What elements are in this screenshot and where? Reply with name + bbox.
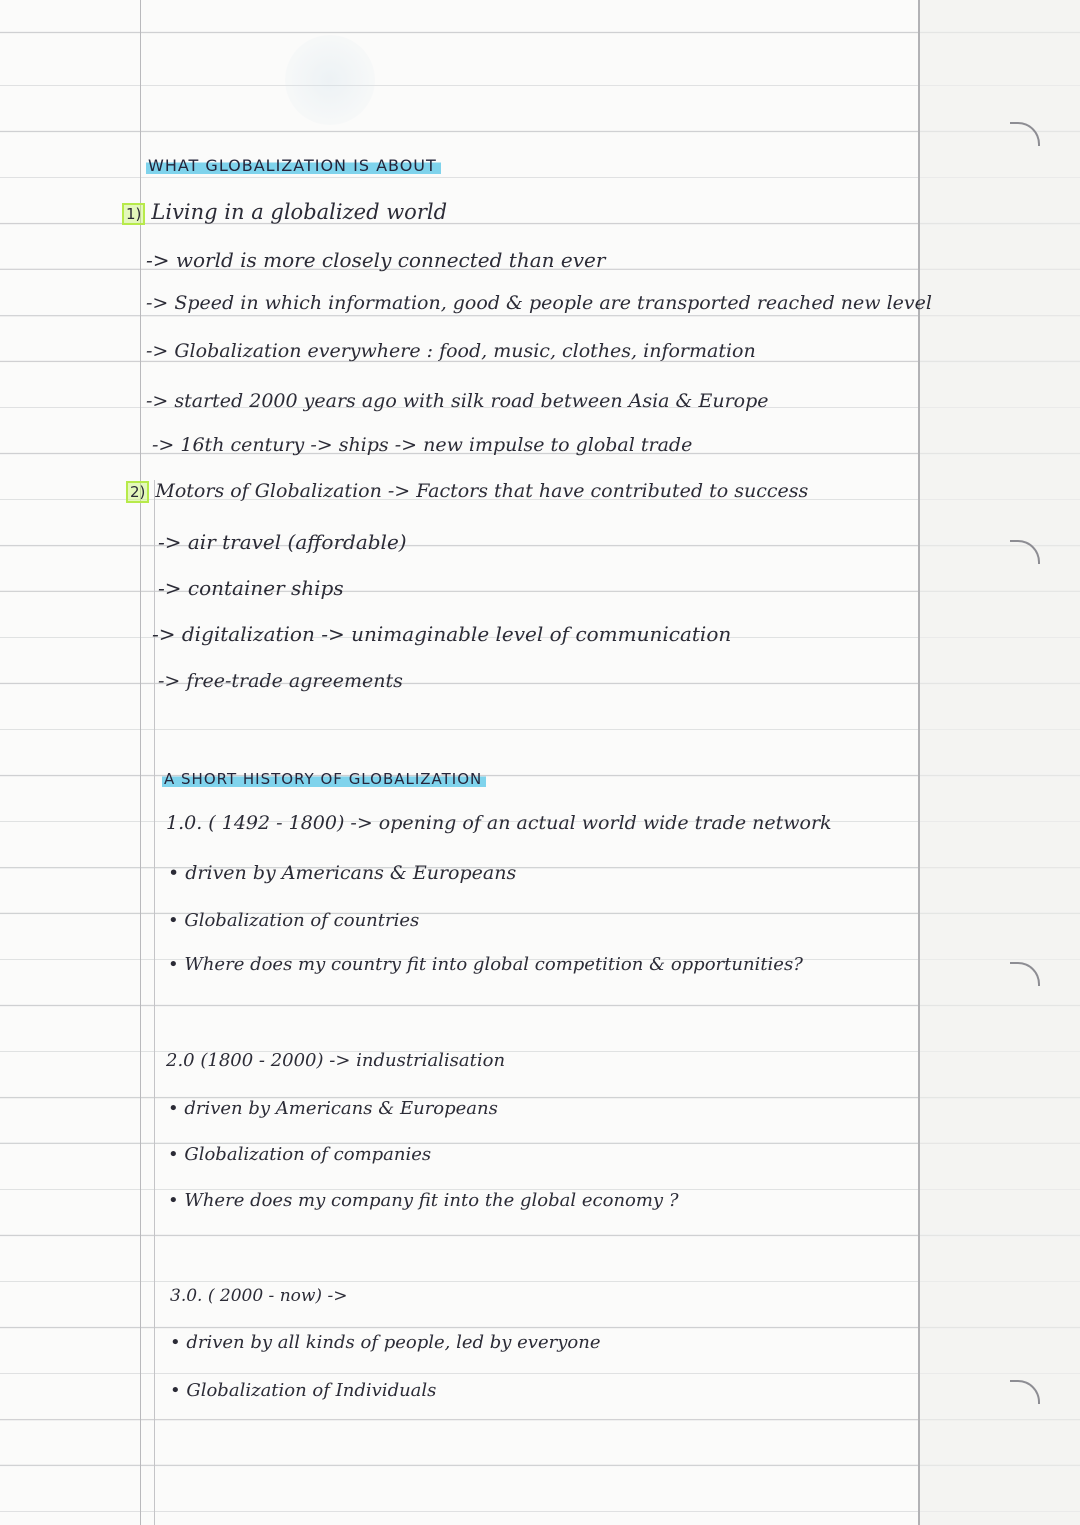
bleed-through-mark (285, 35, 375, 125)
bullet-item: • Globalization of Individuals (170, 1380, 437, 1401)
section-heading: WHAT GLOBALIZATION IS ABOUT (146, 156, 441, 175)
bullet-item: • Where does my company fit into the global economy ? (168, 1190, 679, 1211)
note-line: -> 16th century -> ships -> new impulse to global trade (152, 434, 693, 456)
note-line: -> digitalization -> unimaginable level of communication (152, 622, 732, 646)
note-text: Living in a globalized world (151, 200, 448, 224)
note-line-numbered (122, 200, 447, 225)
bullet-item: • driven by Americans & Europeans (168, 1098, 498, 1119)
bullet-item: • Globalization of companies (168, 1144, 432, 1165)
note-line: -> free-trade agreements (158, 670, 403, 692)
note-line-numbered (126, 480, 808, 503)
era-title: 1.0. ( 1492 - 1800) -> opening of an actual world wide trade network (166, 812, 832, 834)
margin-line (140, 0, 141, 1525)
bullet-item: • Globalization of countries (168, 910, 420, 931)
era-title: 3.0. ( 2000 - now) -> (170, 1286, 348, 1306)
note-line: -> started 2000 years ago with silk road between Asia & Europe (146, 390, 769, 412)
era-title: 2.0 (1800 - 2000) -> industrialisation (166, 1050, 506, 1071)
note-text: Motors of Globalization -> Factors that have contributed to success (155, 480, 809, 502)
note-line: -> Speed in which information, good & people are transported reached new level (146, 292, 932, 314)
bullet-item: • driven by Americans & Europeans (168, 862, 517, 884)
item-number: 1) (122, 203, 145, 225)
section-heading: A SHORT HISTORY OF GLOBALIZATION (162, 770, 486, 788)
next-page-strip (920, 0, 1080, 1525)
note-line: -> container ships (158, 576, 344, 600)
note-line: -> world is more closely connected than ever (146, 248, 606, 272)
note-line: -> air travel (affordable) (158, 530, 407, 554)
item-number: 2) (126, 481, 149, 503)
bullet-item: • driven by all kinds of people, led by everyone (170, 1332, 601, 1353)
bullet-item: • Where does my country fit into global competition & opportunities? (168, 954, 803, 975)
page-edge (918, 0, 920, 1525)
note-line: -> Globalization everywhere : food, music, clothes, information (146, 340, 756, 362)
